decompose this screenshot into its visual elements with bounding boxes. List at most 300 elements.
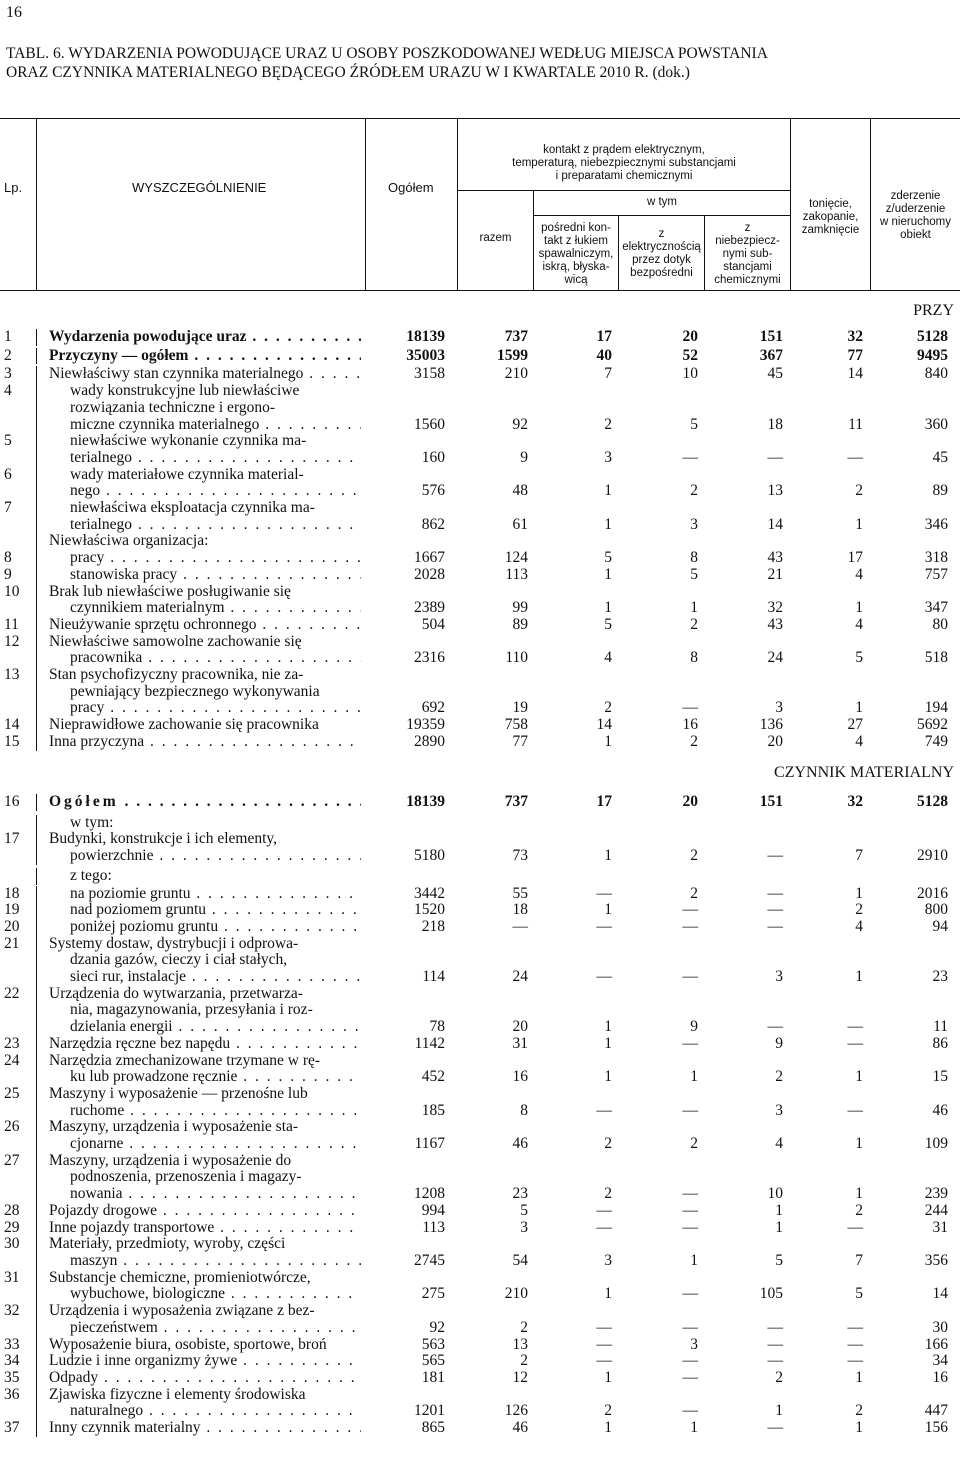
cell-value: 21 [767, 565, 783, 583]
cell-value: 3158 [414, 365, 445, 383]
row-values [0, 734, 960, 751]
cell-value: 2 [690, 1135, 698, 1153]
row-label-line: Niewłaściwy stan czynnika materialnego . . . [49, 366, 361, 383]
cell-value: 24 [512, 968, 528, 986]
header-text: iskrą, błyska- [542, 261, 610, 273]
table-title-line-2: ORAZ CZYNNIKA MATERIALNEGO BĘDĄCEGO ŹRÓDŁEM URAZU W I KWARTALE 2010 R. (dok.) [6, 64, 690, 81]
row-values [0, 1136, 960, 1153]
row-label-line: w tym: [70, 814, 114, 831]
header-text: bezpośredni [630, 267, 693, 279]
row-values [0, 794, 960, 811]
cell-value: — [767, 847, 783, 865]
header-subgroup-rule [457, 190, 790, 191]
cell-value: — [596, 1335, 612, 1353]
row-label-line: z tego: [70, 867, 112, 884]
row-values [0, 815, 960, 832]
row-number: 13 [4, 666, 20, 684]
cell-value: 32 [847, 793, 863, 811]
row-values [0, 969, 960, 986]
table-row [0, 986, 960, 1036]
cell-value: 1 [690, 1252, 698, 1269]
row-label-line: sieci rur, instalacje . . . [49, 969, 361, 986]
cell-value: 1 [855, 1135, 863, 1153]
cell-value: 8 [690, 549, 698, 567]
cell-value: 13 [512, 1335, 528, 1353]
header-text: tonięcie, [809, 198, 852, 210]
cell-value: 3 [604, 448, 612, 466]
cell-value: 5 [604, 549, 612, 567]
row-label-line: czynnikiem materialnym . . . [49, 600, 361, 617]
cell-value: 692 [421, 699, 445, 717]
cell-value: — [847, 1018, 863, 1036]
cell-value: 1 [775, 1218, 783, 1236]
cell-value: 46 [932, 1101, 948, 1119]
cell-value: 166 [924, 1335, 948, 1353]
row-number: 37 [4, 1419, 20, 1437]
header-text: nymi sub- [722, 248, 773, 260]
cell-value: 2 [690, 884, 698, 902]
cell-value: 1 [690, 1068, 698, 1086]
cell-value: 185 [421, 1101, 445, 1119]
cell-value: 181 [421, 1368, 445, 1386]
cell-value: — [767, 1352, 783, 1370]
row-values [0, 650, 960, 667]
cell-value: 1 [604, 1034, 612, 1052]
table-row [0, 1036, 960, 1053]
row-number: 31 [4, 1268, 20, 1286]
cell-value: 7 [855, 1252, 863, 1269]
cell-value: 19359 [406, 716, 445, 734]
cell-value: 2 [690, 482, 698, 500]
table-row [0, 584, 960, 617]
cell-value: — [682, 1318, 698, 1336]
cell-value: 78 [429, 1018, 445, 1036]
row-label-line: Materiały, przedmioty, wyroby, części [49, 1236, 286, 1253]
row-label-line: Wyposażenie biura, osobiste, sportowe, broń [49, 1336, 327, 1353]
row-values [0, 600, 960, 617]
cell-value: 1 [604, 1285, 612, 1303]
header-text: kontakt z prądem elektrycznym, [543, 144, 705, 156]
cell-value: 994 [421, 1201, 445, 1219]
col-niebezpieczne [705, 222, 790, 287]
cell-value: 194 [924, 699, 948, 717]
table-row [0, 366, 960, 383]
row-label-line: Urządzenia do wytwarzania, przetwarza- [49, 985, 303, 1002]
table-row [0, 936, 960, 986]
table-title-line-1: TABL. 6. WYDARZENIA POWODUJĄCE URAZ U OSOBY POSZKODOWANEJ WEDŁUG MIEJSCA POWSTANIA [6, 45, 768, 62]
cell-value: 14 [596, 716, 612, 734]
cell-value: 5 [855, 1285, 863, 1303]
cell-value: 800 [924, 901, 948, 919]
header-text: z [744, 222, 751, 234]
cell-value: — [682, 1218, 698, 1236]
cell-value: 3 [520, 1218, 528, 1236]
cell-value: 11 [848, 415, 863, 433]
cell-value: 5 [604, 615, 612, 633]
cell-value: 52 [682, 346, 698, 364]
cell-value: 1 [855, 968, 863, 986]
row-values [0, 366, 960, 383]
cell-value: 15 [932, 1068, 948, 1086]
cell-value: 16 [682, 716, 698, 734]
section-label-czynnik: CZYNNIK MATERIALNY [774, 764, 954, 781]
cell-value: 1 [775, 1402, 783, 1420]
row-label-line: Inna przyczyna . . . [49, 734, 361, 751]
cell-value: 1 [855, 699, 863, 717]
cell-value: — [767, 448, 783, 466]
row-label-line: Narzędzia zmechanizowane trzymane w rę- [49, 1052, 321, 1069]
cell-value: 1 [855, 599, 863, 617]
cell-value: — [847, 1335, 863, 1353]
cell-value: 92 [512, 415, 528, 433]
cell-value: — [682, 1352, 698, 1370]
cell-value: 43 [767, 549, 783, 567]
cell-value: 3 [604, 1252, 612, 1269]
cell-value: — [682, 968, 698, 986]
row-values [0, 886, 960, 903]
row-values [0, 1253, 960, 1270]
cell-value: 89 [932, 482, 948, 500]
row-number: 20 [4, 917, 20, 935]
cell-value: 23 [932, 968, 948, 986]
cell-value: 2316 [414, 649, 445, 667]
cell-value: 17 [596, 793, 612, 811]
cell-value: — [512, 917, 528, 935]
row-values [0, 1019, 960, 1036]
row-number: 2 [4, 346, 12, 364]
cell-value: 1 [855, 515, 863, 533]
cell-value: 2 [690, 615, 698, 633]
cell-value: 89 [512, 615, 528, 633]
cell-value: 4 [604, 649, 612, 667]
header-text: wicą [564, 274, 588, 286]
table-row [0, 550, 960, 567]
cell-value: 5692 [917, 716, 948, 734]
row-label-line: Odpady . . . [49, 1370, 361, 1387]
row-label-line: Urządzenia i wyposażenia związane z bez- [49, 1303, 315, 1320]
header-bottom-rule [0, 290, 960, 291]
table-row [0, 815, 960, 832]
row-number: 18 [4, 884, 20, 902]
cell-value: 30 [932, 1318, 948, 1336]
table-row [0, 433, 960, 466]
cell-value: 113 [505, 565, 528, 583]
row-values [0, 868, 960, 885]
table-header [0, 118, 960, 292]
row-label-line: wady konstrukcyjne lub niewłaściwe [70, 383, 300, 400]
row-number: 34 [4, 1352, 20, 1370]
cell-value: 737 [504, 328, 528, 346]
table-row [0, 634, 960, 667]
cell-value: 136 [759, 716, 783, 734]
header-text: z [658, 228, 665, 240]
cell-value: 2 [520, 1318, 528, 1336]
cell-value: 16 [512, 1068, 528, 1086]
cell-value: 1 [604, 847, 612, 865]
table-row [0, 1387, 960, 1420]
header-text: zakopanie, [802, 211, 859, 223]
table-row [0, 1053, 960, 1086]
cell-value: 758 [504, 716, 528, 734]
cell-value: — [767, 884, 783, 902]
row-values [0, 1370, 960, 1387]
row-number: 9 [4, 565, 12, 583]
cell-value: 1 [604, 1419, 612, 1437]
cell-value: 43 [767, 615, 783, 633]
row-values [0, 1286, 960, 1303]
cell-value: 1 [604, 565, 612, 583]
cell-value: 4 [855, 615, 863, 633]
row-label-line: dzania gazów, cieczy i ciał stałych, [70, 952, 288, 969]
row-label-line: stanowiska pracy . . . [49, 567, 361, 584]
cell-value: 218 [421, 917, 445, 935]
row-label-line: ku lub prowadzone ręcznie . . . [49, 1069, 361, 1086]
table-row [0, 329, 960, 346]
header-text: przez dotyk [632, 254, 691, 266]
cell-value: 4 [855, 732, 863, 750]
row-number: 7 [4, 499, 12, 517]
row-label-line: podnoszenia, przenoszenia i magazy- [70, 1169, 302, 1186]
cell-value: 20 [682, 793, 698, 811]
cell-value: 18 [512, 901, 528, 919]
cell-value: 1667 [414, 549, 445, 567]
cell-value: 20 [767, 732, 783, 750]
cell-value: 447 [924, 1402, 948, 1420]
row-number: 21 [4, 934, 20, 952]
row-label-line: Budynki, konstrukcje i ich elementy, [49, 831, 278, 848]
cell-value: 77 [847, 346, 863, 364]
header-top-rule [0, 118, 960, 119]
cell-value: 1 [855, 1368, 863, 1386]
header-text: w nieruchomy [880, 216, 951, 228]
header-text: obiekt [900, 229, 931, 241]
row-values [0, 348, 960, 365]
cell-value: — [682, 1201, 698, 1219]
cell-value: 2 [855, 1201, 863, 1219]
row-label-line: Maszyny, urządzenia i wyposażenie sta- [49, 1119, 299, 1136]
row-number: 35 [4, 1368, 20, 1386]
cell-value: 9 [775, 1034, 783, 1052]
row-label-line: Systemy dostaw, dystrybucji i odprowa- [49, 935, 299, 952]
header-text: spawalniczym, [538, 248, 614, 260]
table-row [0, 667, 960, 717]
table-row [0, 717, 960, 734]
row-label-line: Substancje chemiczne, promieniotwórcze, [49, 1269, 311, 1286]
row-number: 27 [4, 1151, 20, 1169]
cell-value: 737 [504, 793, 528, 811]
row-label-line: dzielania energii . . . [49, 1019, 361, 1036]
cell-value: 367 [759, 346, 783, 364]
row-number: 30 [4, 1235, 20, 1253]
header-text: pośredni kon- [541, 222, 611, 234]
row-label-line: niewłaściwe wykonanie czynnika ma- [70, 433, 307, 450]
col-toniecie [791, 198, 870, 237]
cell-value: 576 [421, 482, 445, 500]
cell-value: 4 [855, 917, 863, 935]
row-values [0, 700, 960, 717]
cell-value: — [682, 1185, 698, 1203]
table-row [0, 1420, 960, 1437]
cell-value: — [682, 1402, 698, 1420]
cell-value: — [682, 1368, 698, 1386]
cell-value: 3442 [414, 884, 445, 902]
row-label-line: nad poziomem gruntu . . . [49, 902, 361, 919]
cell-value: 1 [855, 1419, 863, 1437]
cell-value: 1 [604, 901, 612, 919]
col-lp: Lp. [4, 180, 23, 195]
cell-value: 3 [775, 699, 783, 717]
row-values [0, 1203, 960, 1220]
row-number: 16 [4, 793, 20, 810]
col-razem: razem [479, 232, 512, 244]
row-number: 8 [4, 549, 12, 567]
cell-value: 4 [855, 565, 863, 583]
cell-value: 40 [596, 346, 612, 364]
table-row [0, 902, 960, 919]
row-values [0, 848, 960, 865]
row-number: 5 [4, 432, 12, 450]
row-values [0, 1403, 960, 1420]
row-number: 12 [4, 632, 20, 650]
row-label-line: Niewłaściwe samowolne zachowanie się [49, 633, 302, 650]
row-label-line: niewłaściwa eksploatacja czynnika ma- [70, 500, 315, 517]
cell-value: — [767, 1018, 783, 1036]
row-number: 19 [4, 901, 20, 919]
cell-value: 210 [504, 365, 528, 383]
cell-value: 92 [429, 1318, 445, 1336]
row-values [0, 1186, 960, 1203]
cell-value: 32 [767, 599, 783, 617]
cell-value: 2890 [414, 732, 445, 750]
row-values [0, 417, 960, 434]
header-text: stancjami [723, 261, 772, 273]
row-number: 23 [4, 1034, 20, 1052]
table-row [0, 1236, 960, 1269]
cell-value: 77 [512, 732, 528, 750]
cell-value: — [682, 917, 698, 935]
row-label-line: terialnego . . . [49, 450, 361, 467]
cell-value: 1 [604, 515, 612, 533]
cell-value: 2 [775, 1068, 783, 1086]
cell-value: — [847, 1318, 863, 1336]
cell-value: 757 [924, 565, 948, 583]
row-label-line: wybuchowe, biologiczne . . . [49, 1286, 361, 1303]
row-label-line: Maszyny, urządzenia i wyposażenie do [49, 1152, 292, 1169]
cell-value: 5180 [414, 847, 445, 865]
row-number: 4 [4, 382, 12, 400]
row-values [0, 1103, 960, 1120]
cell-value: 8 [690, 649, 698, 667]
cell-value: 45 [767, 365, 783, 383]
cell-value: 1 [604, 732, 612, 750]
table-body-przyczyny [0, 329, 960, 751]
cell-value: 2 [775, 1368, 783, 1386]
row-number: 22 [4, 984, 20, 1002]
cell-value: 9 [690, 1018, 698, 1036]
row-label-line: Wydarzenia powodujące uraz . . . [49, 329, 361, 346]
row-label-line: naturalnego . . . [49, 1403, 361, 1420]
cell-value: — [847, 1218, 863, 1236]
table-row [0, 734, 960, 751]
row-values [0, 329, 960, 346]
row-values [0, 567, 960, 584]
cell-value: 3 [775, 968, 783, 986]
row-label-line: Inne pojazdy transportowe . . . [49, 1220, 361, 1237]
cell-value: 13 [767, 482, 783, 500]
col-kontakt-group [458, 144, 790, 183]
cell-value: — [682, 699, 698, 717]
cell-value: 1201 [414, 1402, 445, 1420]
header-text: z/uderzenie [885, 203, 946, 215]
cell-value: 5 [855, 649, 863, 667]
cell-value: 7 [855, 847, 863, 865]
cell-value: 346 [924, 515, 948, 533]
cell-value: 2 [855, 1402, 863, 1420]
table-row [0, 868, 960, 885]
cell-value: — [682, 1285, 698, 1303]
cell-value: 113 [422, 1218, 445, 1236]
cell-value: 356 [924, 1252, 948, 1269]
table-row [0, 886, 960, 903]
cell-value: 3 [690, 515, 698, 533]
row-values [0, 1420, 960, 1437]
header-text: zderzenie [890, 190, 941, 202]
row-values [0, 919, 960, 936]
cell-value: — [596, 884, 612, 902]
cell-value: 17 [847, 549, 863, 567]
row-number: 3 [4, 365, 12, 383]
row-label-line: Niewłaściwa organizacja: [49, 533, 209, 550]
row-number: 32 [4, 1302, 20, 1320]
cell-value: 114 [422, 968, 445, 986]
row-number: 17 [4, 830, 20, 848]
cell-value: 2 [604, 699, 612, 717]
row-label-line: rozwiązania techniczne i ergono- [70, 399, 275, 416]
header-text: i preparatami chemicznymi [555, 170, 693, 182]
row-values [0, 483, 960, 500]
cell-value: 749 [924, 732, 948, 750]
cell-value: 45 [932, 448, 948, 466]
cell-value: 5128 [917, 793, 948, 811]
row-number: 6 [4, 465, 12, 483]
cell-value: — [682, 1101, 698, 1119]
header-divider [36, 118, 37, 291]
row-label-line: Brak lub niewłaściwe posługiwanie się [49, 583, 291, 600]
cell-value: 1 [855, 1185, 863, 1203]
cell-value: 318 [924, 549, 948, 567]
cell-value: 10 [767, 1185, 783, 1203]
cell-value: 239 [924, 1185, 948, 1203]
cell-value: 2 [604, 1402, 612, 1420]
col-posredni [534, 222, 618, 287]
page-number: 16 [6, 4, 22, 21]
col-elektrycznosc [619, 228, 704, 280]
cell-value: — [596, 1101, 612, 1119]
row-label-line: poniżej poziomu gruntu . . . [49, 919, 361, 936]
cell-value: 17 [596, 328, 612, 346]
row-label-line: Stan psychofizyczny pracownika, nie za- [49, 667, 304, 684]
row-label-line: pewniający bezpiecznego wykonywania [70, 683, 320, 700]
cell-value: — [596, 1318, 612, 1336]
cell-value: 244 [924, 1201, 948, 1219]
table-row [0, 794, 960, 811]
cell-value: 2 [604, 415, 612, 433]
table-row [0, 1153, 960, 1203]
cell-value: 1 [775, 1201, 783, 1219]
cell-value: — [767, 1335, 783, 1353]
cell-value: 862 [421, 515, 445, 533]
cell-value: 1 [604, 599, 612, 617]
